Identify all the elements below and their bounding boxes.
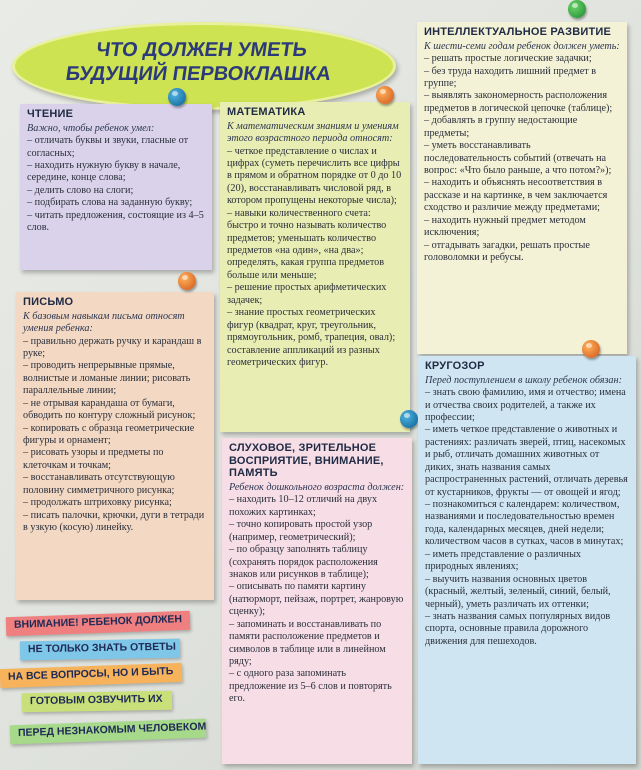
list-item: – продолжать штриховку рисунка; [23,497,172,509]
math-heading: МАТЕМАТИКА [227,106,306,118]
pin-icon [178,272,196,290]
writing-card [16,292,214,600]
list-item: – подбирать слова на заданную букву; [27,197,193,209]
list-item: – отличать буквы и звуки, гласные от согласных; [27,135,189,159]
list-item: – иметь представление о различных природных явлениях; [425,548,582,573]
pin-icon [582,340,600,358]
ribbon-5: ПЕРЕД НЕЗНАКОМЫМ ЧЕЛОВЕКОМ [10,719,207,745]
list-item: – правильно держать ручку и карандаш в руке; [23,335,202,359]
list-item: – навыки количественного счета: быстро и точно называть количество предметов; уменьшать количество предметов «на один», «на два»; определять, какая группа предметов больше или меньше; [227,207,387,281]
list-item: – находить нужную букву в начале, середине, конце слова; [27,159,181,184]
list-item: – выявлять закономерность расположения предметов в логической цепочке (таблице); [424,90,613,114]
writing-list [23,336,207,535]
list-item: – писать палочки, крючки, дуги в тетради в узкую (косую) линейку. [23,509,205,534]
perception-card [222,438,412,764]
list-item: – рисовать узоры и предметы по клеточкам и точкам; [23,447,164,471]
math-list [227,146,403,370]
list-item: – по образцу заполнять таблицу (сохранять порядок расположения знаков или рисунков в таблице); [229,544,378,580]
outlook-list [425,387,629,648]
ribbon-1: ВНИМАНИЕ! РЕБЕНОК ДОЛЖЕН [6,611,191,636]
list-item: – находить 10–12 отличий на двух похожих картинках; [229,494,378,518]
perception-list [229,494,405,705]
list-item: – знать свою фамилию, имя и отчество; имена и отчества своих родителей, а также их профессии; [425,387,626,423]
list-item: – с одного раза запоминать предложение из 5–6 слов и повторять его. [229,668,392,705]
writing-heading: ПИСЬМО [23,296,74,308]
reading-intro: Важно, чтобы ребенок умел: [27,122,155,134]
math-intro: К математическим знаниям и умениям этого возрастного периода относят: [227,120,399,145]
pin-icon [400,410,418,428]
outlook-heading: КРУГОЗОР [425,360,485,372]
ribbon-3: НА ВСЕ ВОПРОСЫ, НО И БЫТЬ [0,663,182,688]
list-item: – делить слово на слоги; [27,184,134,196]
list-item: – находить и объяснять несоответствия в рассказе и на картинке, в чем заключается сходство и различие между предметами; [424,177,608,214]
pin-icon [376,86,394,104]
list-item: – находить нужный предмет методом исключения; [424,214,586,239]
list-item: – запоминать и восстанавливать по памяти расположение предметов и символов в таблице или в линейном ряду; [229,618,386,668]
list-item: – копировать с образца геометрические фигуры и орнамент; [23,422,195,447]
list-item: – описывать по памяти картину (натюрморт, пейзаж, портрет, жанровую сценку); [229,581,404,618]
title-line-1: ЧТО ДОЛЖЕН УМЕТЬ [94,39,309,61]
list-item: – отгадывать загадки, решать простые головоломки и ребусы. [424,239,590,264]
intellect-heading: ИНТЕЛЛЕКТУАЛЬНОЕ РАЗВИТИЕ [424,26,612,38]
intellect-card [417,22,627,354]
list-item: – иметь четкое представление о животных и растениях: различать зверей, птиц, насекомых и рыб, отличать домашних животных от диких, знать названия самых распространенных растений, отличать деревья от кустарников, фрукты — от овощей и ягод; [425,424,628,498]
list-item: – четкое представление о числах и цифрах (суметь перечислить все цифры в прямом и обратном порядке от 0 до 10 (20), восстанавливать числовой ряд, в котором пропущены некоторые числа); [227,145,402,207]
list-item: – уметь восстанавливать последовательность событий (отвечать на вопрос: «Что было раньше, а что потом?»); [424,140,612,177]
list-item: – решение простых арифметических задачек; [227,282,387,306]
writing-intro: К базовым навыкам письма относят умения ребенка: [23,310,185,335]
intellect-intro: К шести-семи годам ребенок должен уметь: [424,40,620,52]
ribbon-2: НЕ ТОЛЬКО ЗНАТЬ ОТВЕТЫ [20,639,180,661]
outlook-card [418,356,636,764]
perception-intro: Ребенок дошкольного возраста должен: [229,481,405,493]
page-title [27,38,374,86]
title-line-2: БУДУЩИЙ ПЕРВОКЛАШКА [64,63,333,85]
list-item: – читать предложения, состоящие из 4–5 слов. [27,209,204,234]
list-item: – выучить названия основных цветов (красный, желтый, зеленый, синий, белый, черный), уметь различать их оттенки; [425,573,611,610]
math-card [220,102,410,432]
list-item: – не отрывая карандаша от бумаги, обводить по контуру сложный рисунок; [23,397,196,422]
outlook-intro: Перед поступлением в школу ребенок обязан: [425,374,622,386]
list-item: – проводить непрерывные прямые, волнистые и ломаные линии; рисовать параллельные линии; [23,360,191,397]
list-item: – знать названия самых популярных видов спорта, основные правила дорожного движения для пешеходов. [425,610,611,647]
list-item: – добавлять в группу недостающие предметы; [424,115,578,139]
list-item: – решать простые логические задачки; [424,53,592,65]
ribbon-4: ГОТОВЫМ ОЗВУЧИТЬ ИХ [22,691,172,713]
reading-list [27,135,205,235]
pin-icon [568,0,586,18]
list-item: – без труда находить лишний предмет в группе; [424,65,597,89]
intellect-list [424,53,620,264]
list-item: – точно копировать простой узор (например, геометрический); [229,519,373,543]
list-item: – восстанавливать отсутствующую половину симметричного рисунка; [23,472,175,496]
list-item: – знание простых геометрических фигур (квадрат, круг, треугольник, прямоугольник, ромб, трапеция, овал); составление аппликаций из разных геометрических фигур. [227,307,396,368]
pin-icon [168,88,186,106]
reading-card [20,104,212,270]
reading-heading: ЧТЕНИЕ [27,108,74,120]
perception-heading: СЛУХОВОЕ, ЗРИТЕЛЬНОЕ ВОСПРИЯТИЕ, ВНИМАНИЕ, ПАМЯТЬ [229,442,384,480]
list-item: – познакомиться с календарем: количеством, названиями и последовательностью времен года, календарных месяцев, дней недели; количеством часов в сутках, часов в минутах; [425,499,624,548]
